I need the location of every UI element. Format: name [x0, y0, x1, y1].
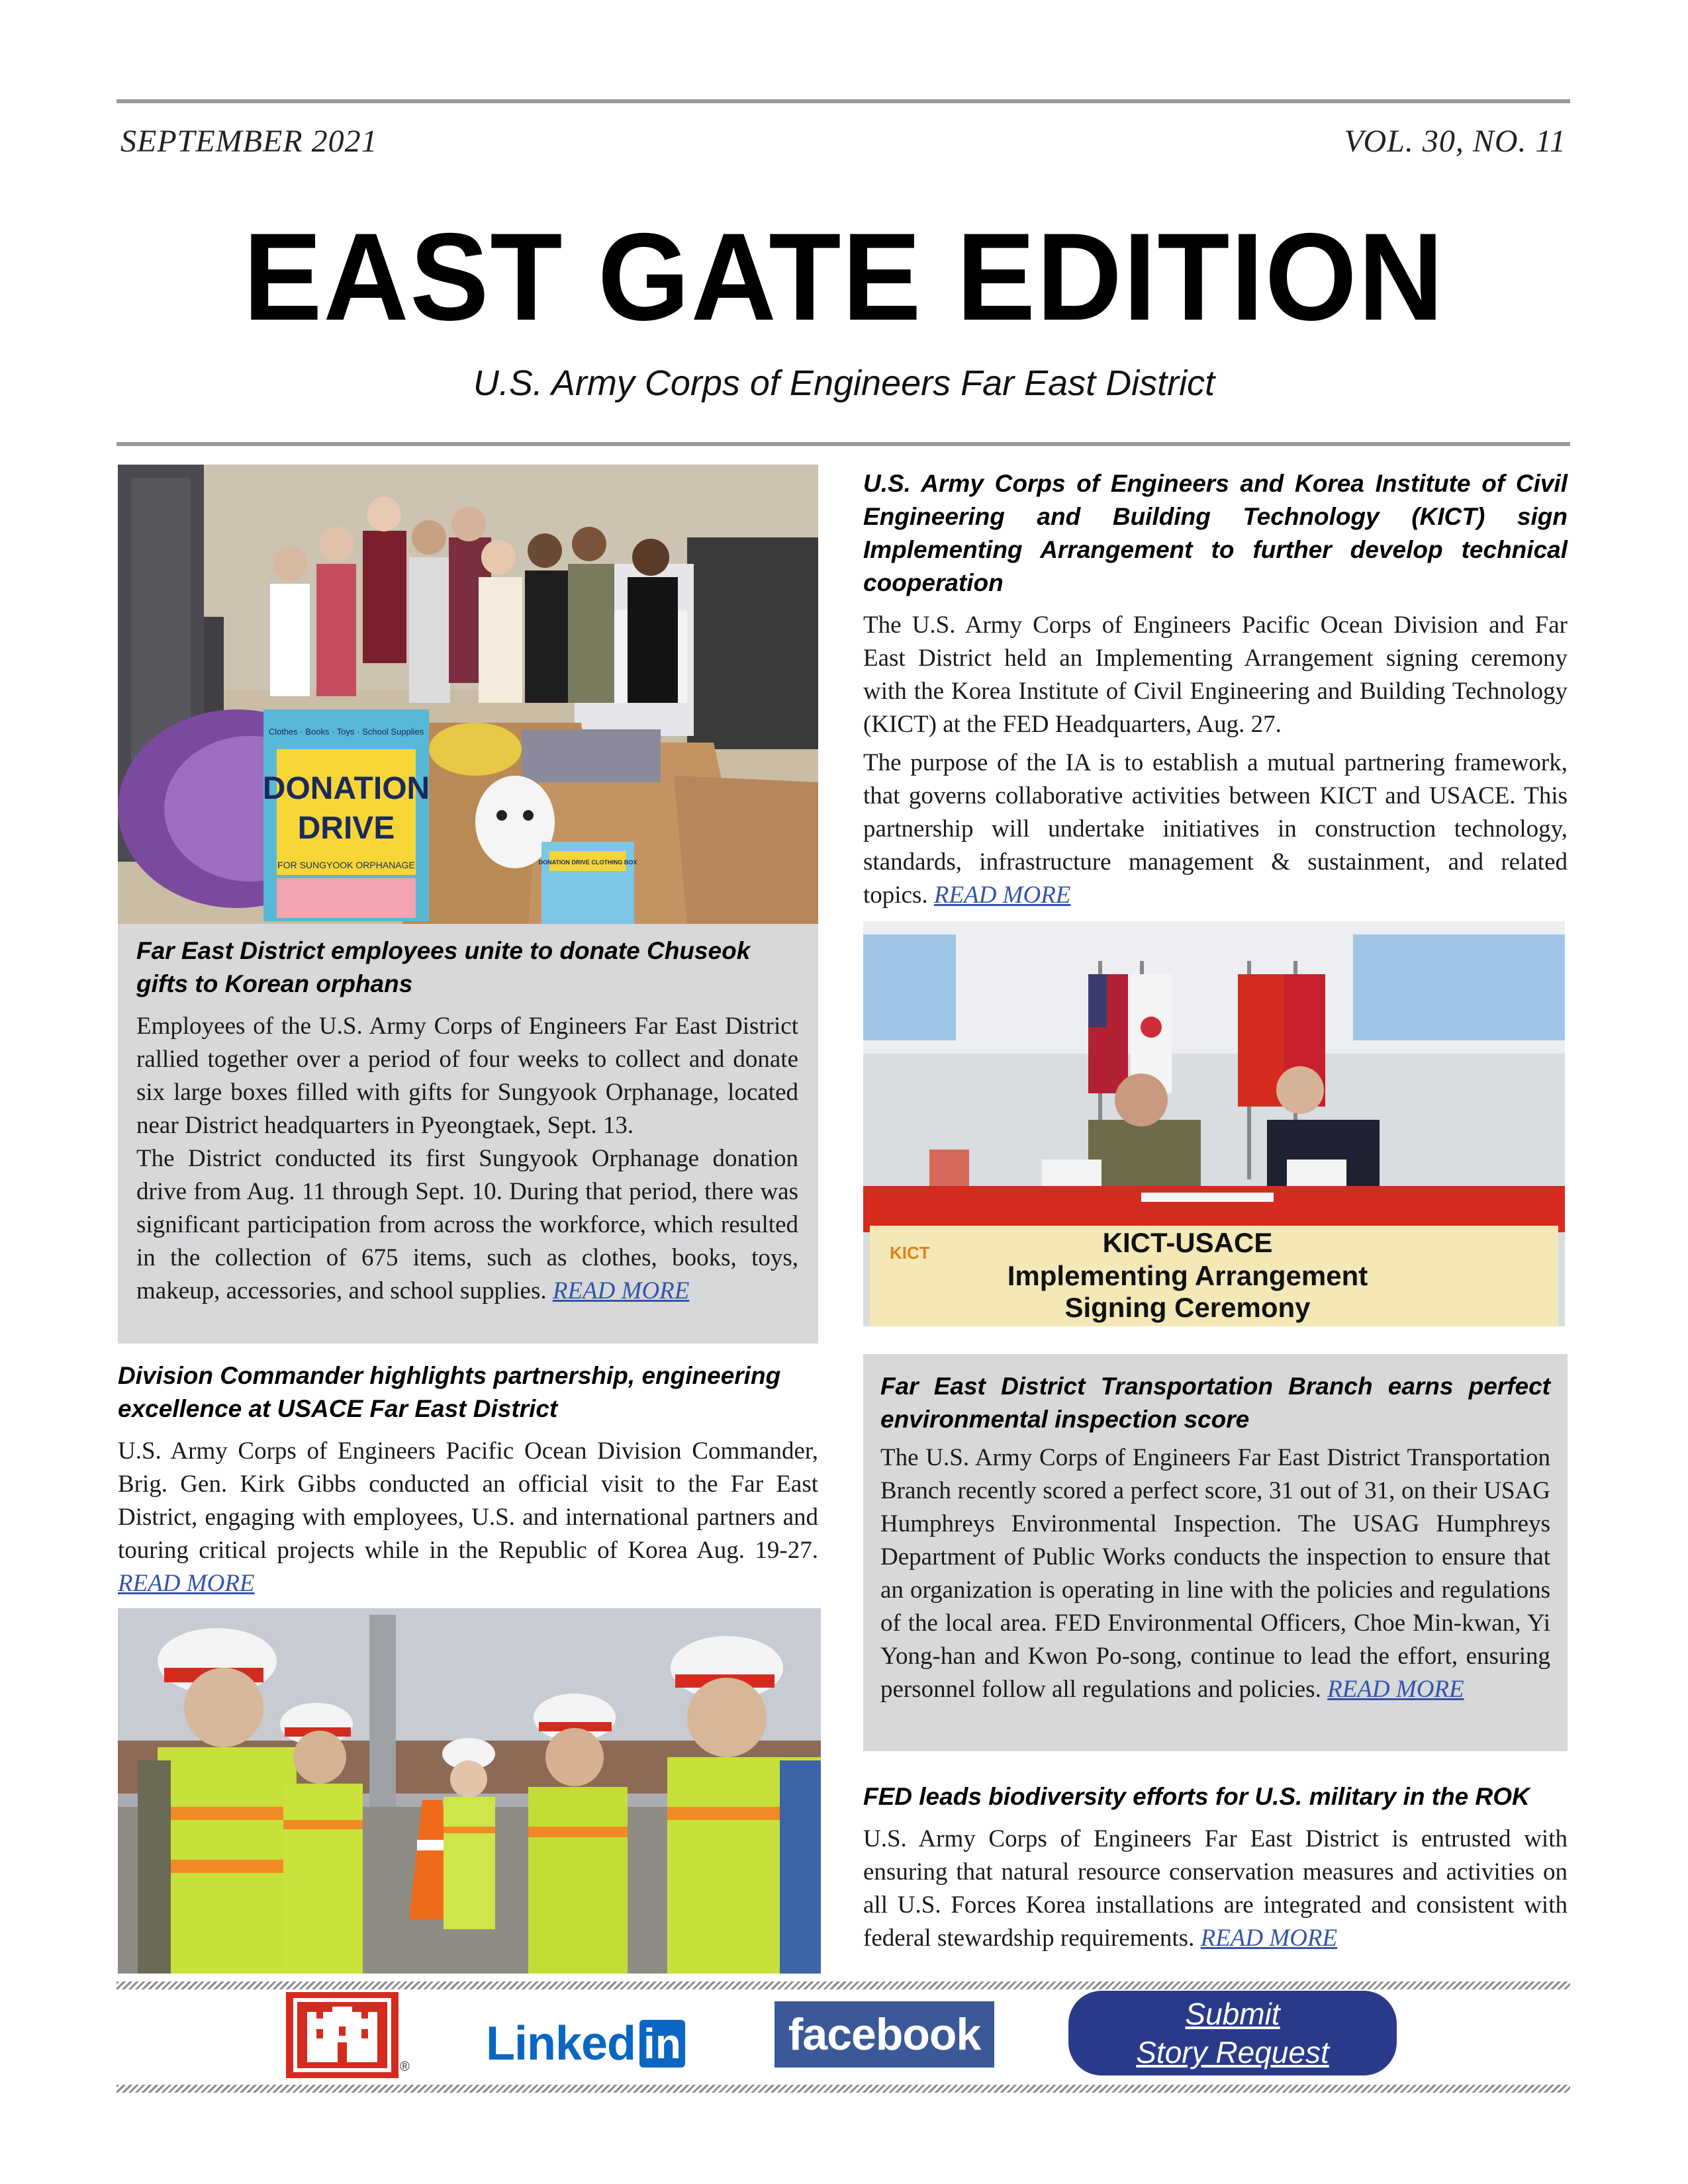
biodiversity-paragraph	[863, 1823, 1568, 1955]
commander-visit-illustration	[118, 1608, 821, 1974]
chuseok-paragraph-2-text: The District conducted its first Sungyook Orphanage donation drive from Aug. 11 through Sept. 10. During that period, there was significant participation from across the workforce, which resulted in the collection of 675 items, such as clothes, books, toys, makeup, accessories, and school supplies.	[136, 1145, 798, 1304]
submit-button-line2: Story Request	[1136, 2035, 1329, 2070]
top-rule	[117, 99, 1570, 103]
biodiversity-read-more-link[interactable]: READ MORE	[1200, 1925, 1338, 1952]
registered-mark: ®	[400, 2060, 410, 2074]
footer-bottom-rule	[117, 2085, 1570, 2093]
linkedin-wordmark: Linked	[486, 2017, 636, 2070]
transportation-headline: Far East District Transportation Branch earns perfect environmental inspection score	[880, 1373, 1550, 1433]
chuseok-paragraph-2	[136, 1142, 798, 1308]
donation-sign-top: Clothes · Books · Toys · School Supplies	[268, 727, 424, 737]
commander-paragraph-text: U.S. Army Corps of Engineers Pacific Ocean Division Commander, Brig. Gen. Kirk Gibbs conducted an official visit to the Far East District, engaging with employees, U.S. and international partners and touring critical projects while in the Republic of Korea Aug. 19-27.	[118, 1437, 818, 1564]
kict-headline: U.S. Army Corps of Engineers and Korea Institute of Civil Engineering and Building Technology (KICT) sign Implementing Arrangement to further develop technical cooperation	[863, 470, 1568, 596]
chuseok-article	[118, 924, 818, 1343]
kict-paragraph-2	[863, 747, 1568, 912]
biodiversity-headline: FED leads biodiversity efforts for U.S. military in the ROK	[863, 1783, 1530, 1810]
chuseok-paragraph-1-text: Employees of the U.S. Army Corps of Engineers Far East District rallied together over a period of four weeks to collect and donate six large boxes filled with gifts for Sungyook Orphanage, located near District headquarters in Pyeongtaek, Sept. 13.	[136, 1013, 798, 1139]
kict-paragraph-1	[863, 609, 1568, 741]
transportation-read-more-link[interactable]: READ MORE	[1327, 1676, 1464, 1703]
kict-paragraph-2-text: The purpose of the IA is to establish a mutual partnering framework, that governs collaborative activities between KICT and USACE. This partnership will undertake initiatives in construction technology, standards, infrastructure management & sustainment, and related topics.	[863, 749, 1568, 909]
issue-date: SEPTEMBER 2021	[120, 124, 378, 159]
facebook-link[interactable]	[774, 2001, 994, 2068]
biodiversity-article	[863, 1780, 1568, 1955]
transportation-paragraph	[880, 1441, 1550, 1706]
submit-story-request-button[interactable]	[1068, 1991, 1397, 2075]
issue-volume: VOL. 30, NO. 11	[1344, 124, 1566, 159]
transportation-paragraph-text: The U.S. Army Corps of Engineers Far East District Transportation Branch recently scored a perfect score, 31 out of 31, on their USAG Humphreys Environmental Inspection. The USAG Humphreys Department of Public Works conducts the inspection to ensure that an organization is operating in line with the policies and regulations of the local area. FED Environmental Officers, Choe Min-kwan, Yi Yong-han and Kwon Po-song, continue to lead the effort, ensuring personnel follow all regulations and policies.	[880, 1444, 1550, 1703]
donation-drive-illustration	[118, 465, 818, 924]
donation-drive-photo	[118, 465, 818, 924]
commander-article	[118, 1359, 818, 1600]
submit-button-line1: Submit	[1185, 1997, 1280, 2031]
chuseok-headline: Far East District employees unite to donate Chuseok gifts to Korean orphans	[136, 937, 751, 997]
ceremony-banner-line3: Signing Ceremony	[1064, 1292, 1311, 1323]
commander-visit-photo	[118, 1608, 821, 1974]
footer-top-rule	[117, 1981, 1570, 1989]
commander-headline: Division Commander highlights partnership, engineering excellence at USACE Far East District	[118, 1362, 781, 1422]
biodiversity-paragraph-text: U.S. Army Corps of Engineers Far East District is entrusted with ensuring that natural resource conservation measures and activities on all U.S. Forces Korea installations are integrated and consistent with federal stewardship requirements.	[863, 1825, 1568, 1952]
kict-read-more-link[interactable]: READ MORE	[933, 882, 1071, 909]
transportation-article	[863, 1354, 1568, 1751]
clothing-box-sign: DONATION DRIVE CLOTHING BOX	[538, 859, 637, 866]
kict-article	[863, 467, 1568, 912]
newsletter-subtitle: U.S. Army Corps of Engineers Far East District	[473, 363, 1215, 403]
signing-ceremony-illustration	[863, 921, 1565, 1326]
usace-castle-logo[interactable]	[286, 1992, 399, 2078]
donation-sign-line1: DONATION	[262, 771, 430, 806]
donation-sign-line2: DRIVE	[297, 811, 395, 846]
commander-paragraph	[118, 1435, 818, 1600]
linkedin-in-icon: in	[639, 2020, 685, 2068]
newsletter-title: EAST GATE EDITION	[243, 207, 1445, 346]
castle-icon	[286, 1992, 399, 2078]
linkedin-link[interactable]	[486, 2017, 685, 2070]
ceremony-banner-logo: KICT	[890, 1243, 930, 1263]
chuseok-paragraph-1	[136, 1010, 798, 1142]
signing-ceremony-photo	[863, 921, 1565, 1326]
facebook-wordmark: facebook	[788, 2009, 981, 2060]
donation-sign-bottom: FOR SUNGYOOK ORPHANAGE	[277, 860, 415, 870]
chuseok-read-more-link[interactable]: READ MORE	[552, 1277, 690, 1304]
masthead-rule	[117, 442, 1570, 446]
kict-paragraph-1-text: The U.S. Army Corps of Engineers Pacific Ocean Division and Far East District held an Implementing Arrangement signing ceremony with the Korea Institute of Civil Engineering and Building Technology (KICT) at the FED Headquarters, Aug. 27.	[863, 612, 1568, 738]
ceremony-banner-line1: KICT-USACE	[1102, 1227, 1273, 1258]
ceremony-banner-line2: Implementing Arrangement	[1007, 1260, 1368, 1291]
commander-read-more-link[interactable]: READ MORE	[118, 1570, 255, 1597]
